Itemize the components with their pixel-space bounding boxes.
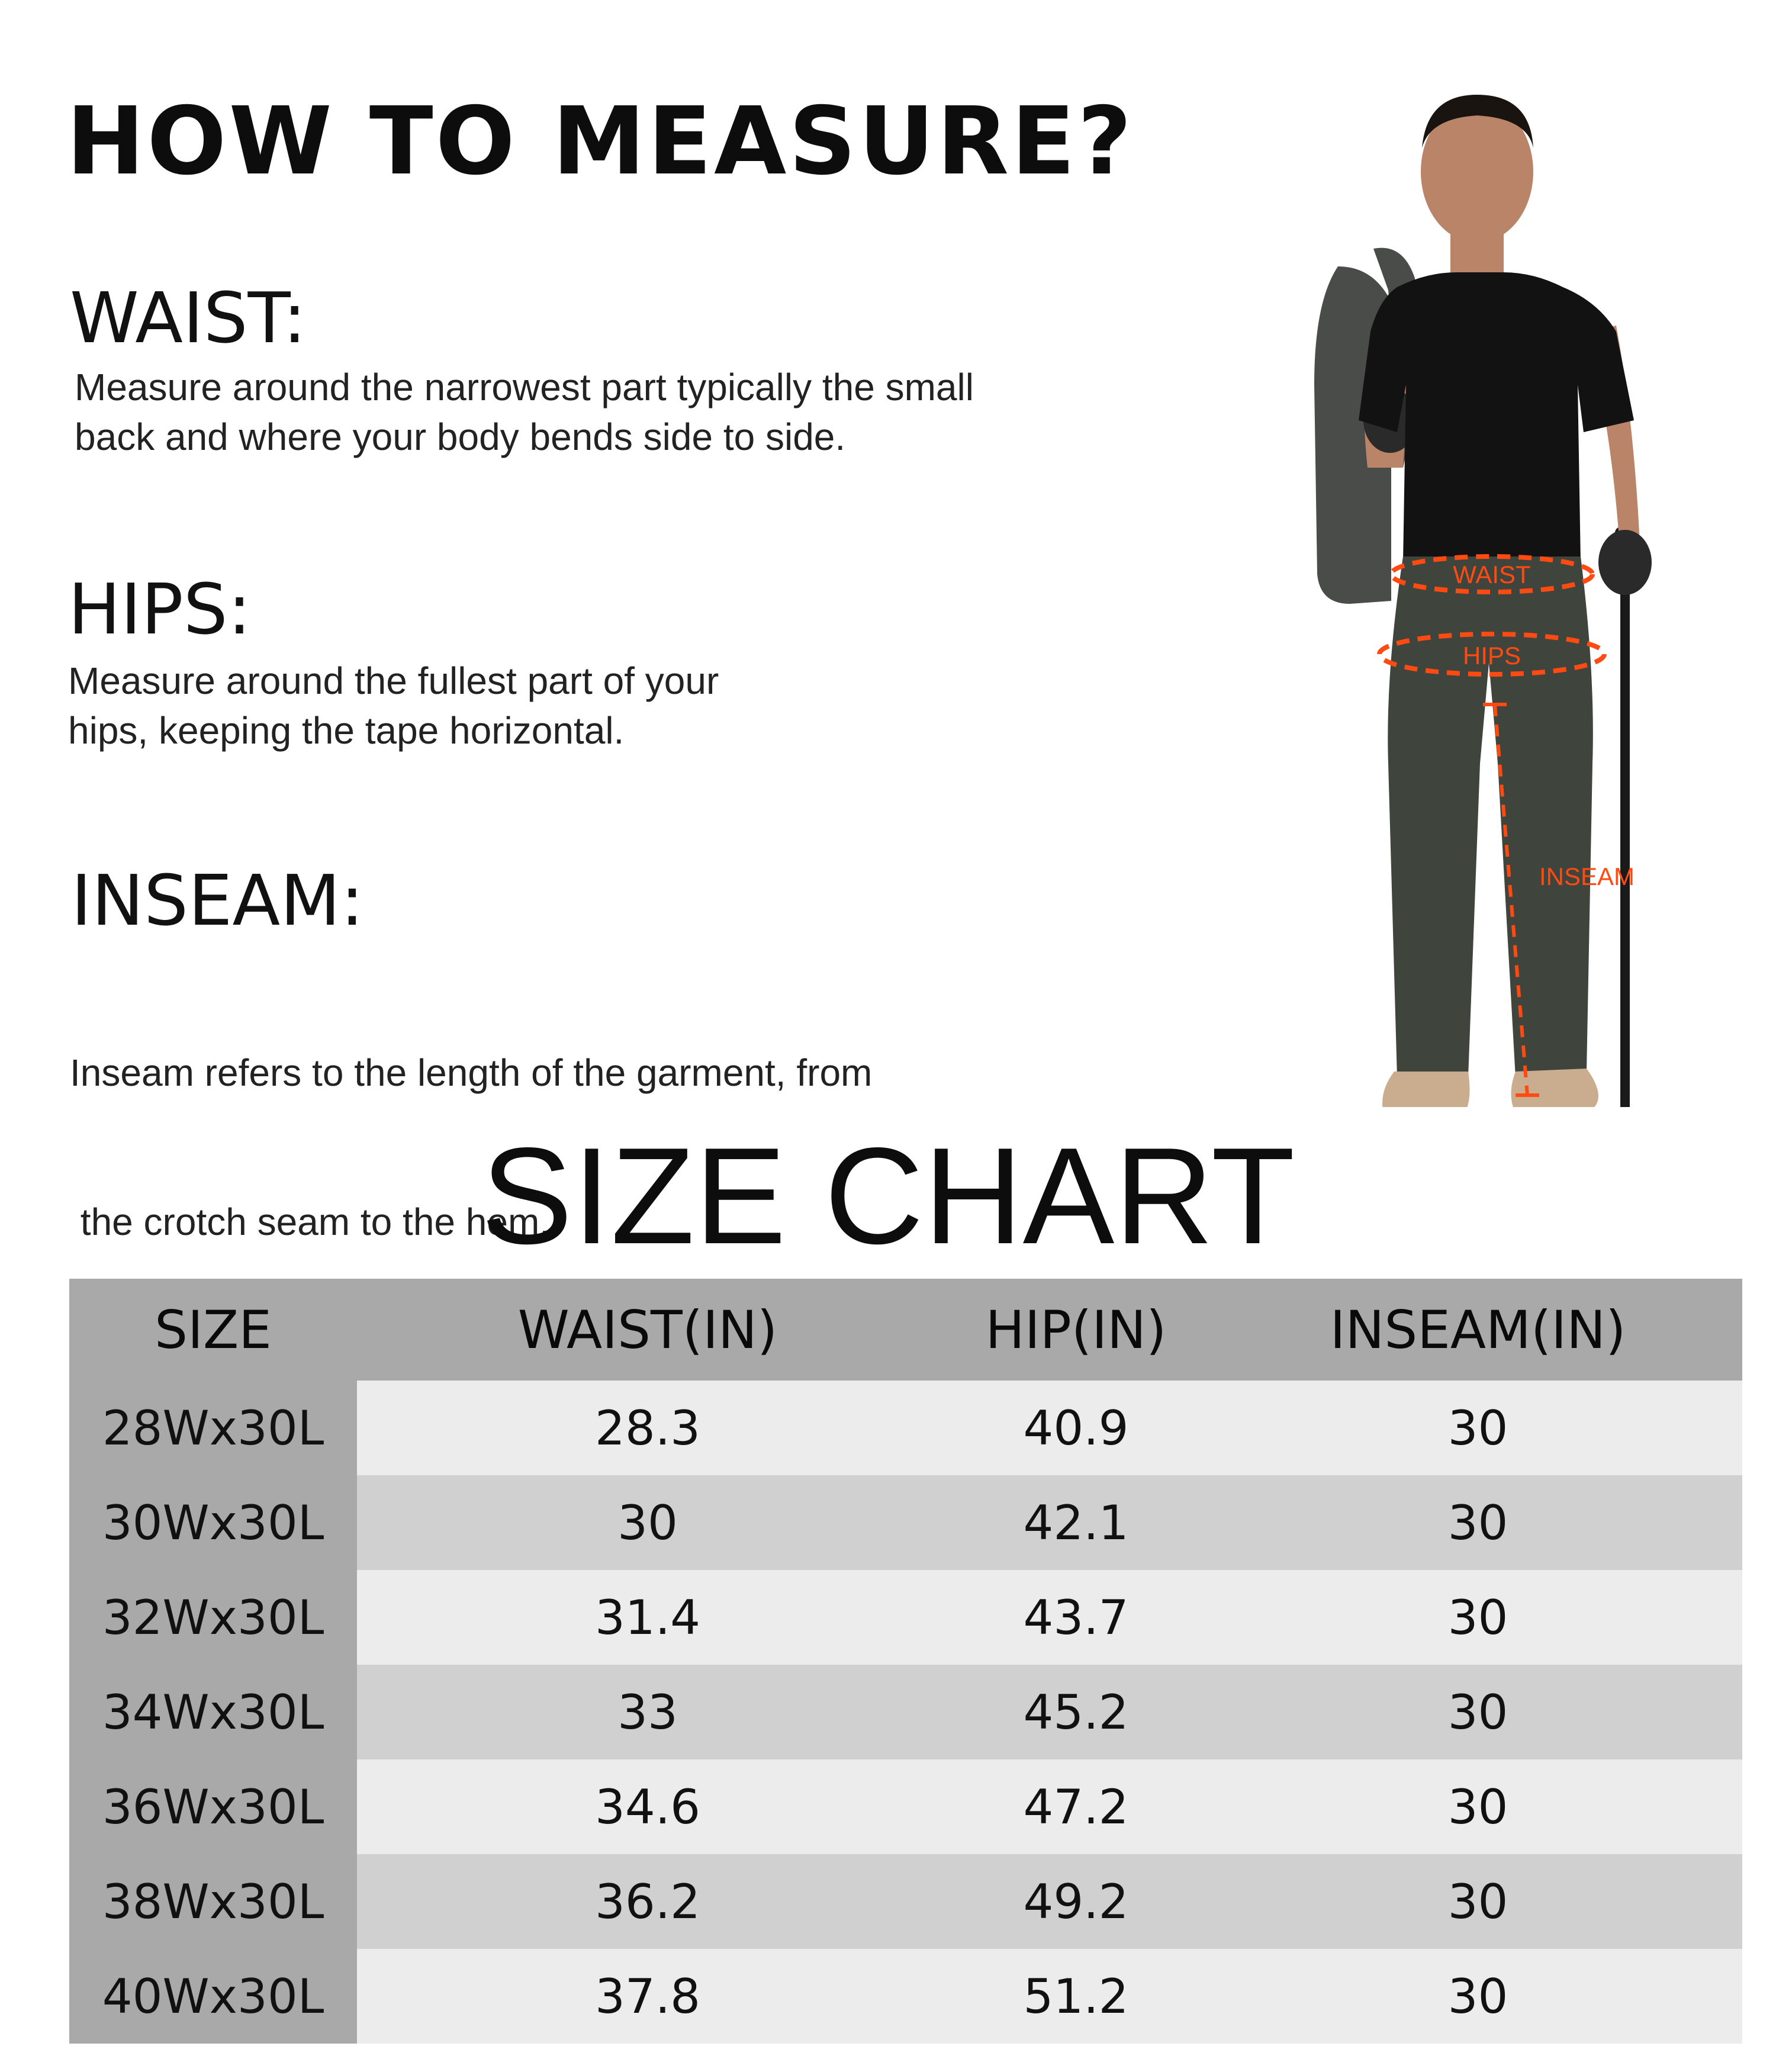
size-chart-table	[69, 1279, 1742, 2044]
cell-hip: 51.2	[1023, 1968, 1129, 2024]
inseam-description-line: Inseam refers to the length of the garment, from	[70, 1051, 873, 1094]
cell-hip: 47.2	[1023, 1779, 1129, 1835]
table-row	[69, 1665, 1742, 1759]
hips-description	[68, 656, 719, 755]
cell-size: 30Wx30L	[69, 1475, 357, 1570]
waist-heading: WAIST:	[70, 277, 307, 359]
cell-waist: 36.2	[594, 1874, 701, 1929]
table-row	[69, 1475, 1742, 1570]
cell-waist: 37.8	[594, 1968, 701, 2024]
cell-inseam: 30	[1447, 1400, 1508, 1456]
header-hip: HIP(IN)	[985, 1299, 1167, 1360]
inseam-description-line: the crotch seam to the hem.	[70, 1201, 551, 1243]
cell-inseam: 30	[1447, 1684, 1508, 1740]
cell-waist: 31.4	[594, 1590, 701, 1645]
model-illustration	[1255, 53, 1705, 1107]
waist-annotation-label: WAIST	[1453, 561, 1531, 588]
inseam-annotation-label: INSEAM	[1539, 863, 1635, 890]
size-chart-title: SIZE CHART	[481, 1119, 1295, 1273]
cell-waist: 28.3	[594, 1400, 701, 1456]
table-row	[69, 1570, 1742, 1665]
table-row	[69, 1759, 1742, 1854]
cell-hip: 40.9	[1023, 1400, 1129, 1456]
table-row	[69, 1381, 1742, 1475]
cell-inseam: 30	[1447, 1779, 1508, 1835]
cell-hip: 49.2	[1023, 1874, 1129, 1929]
cell-hip: 45.2	[1023, 1684, 1129, 1740]
cell-size: 36Wx30L	[69, 1759, 357, 1854]
shoes	[1382, 1069, 1598, 1107]
hips-description-line: hips, keeping the tape horizontal.	[68, 709, 625, 752]
inseam-heading: INSEAM:	[71, 860, 364, 941]
cell-waist: 34.6	[594, 1779, 701, 1835]
hips-description-line: Measure around the fullest part of your	[68, 659, 719, 702]
table-row	[69, 1854, 1742, 1949]
header-waist: WAIST(IN)	[517, 1299, 778, 1360]
cell-waist: 30	[617, 1495, 678, 1550]
waist-description-line: Measure around the narrowest part typically the small	[75, 366, 974, 408]
header-inseam: INSEAM(IN)	[1330, 1299, 1626, 1360]
model-figure	[1255, 53, 1705, 1107]
cell-inseam: 30	[1447, 1495, 1508, 1550]
cell-inseam: 30	[1447, 1968, 1508, 2024]
trekking-pole	[1615, 527, 1635, 1107]
header-size: SIZE	[155, 1299, 272, 1360]
cell-hip: 43.7	[1023, 1590, 1129, 1645]
cell-size: 32Wx30L	[69, 1570, 357, 1665]
head	[1421, 95, 1533, 278]
hips-annotation-label: HIPS	[1462, 642, 1521, 670]
cell-size: 38Wx30L	[69, 1854, 357, 1949]
cell-inseam: 30	[1447, 1590, 1508, 1645]
cell-size: 40Wx30L	[69, 1949, 357, 2044]
cell-waist: 33	[617, 1684, 678, 1740]
hips-heading: HIPS:	[68, 568, 252, 650]
cell-hip: 42.1	[1023, 1495, 1129, 1550]
page-title: HOW TO MEASURE?	[66, 87, 1134, 196]
cell-size: 28Wx30L	[69, 1381, 357, 1475]
table-row	[69, 1949, 1742, 2044]
waist-description-line: back and where your body bends side to side.	[75, 416, 846, 458]
cell-inseam: 30	[1447, 1874, 1508, 1929]
table-header-row	[69, 1279, 1742, 1381]
waist-description	[75, 362, 974, 462]
cell-size: 34Wx30L	[69, 1665, 357, 1759]
